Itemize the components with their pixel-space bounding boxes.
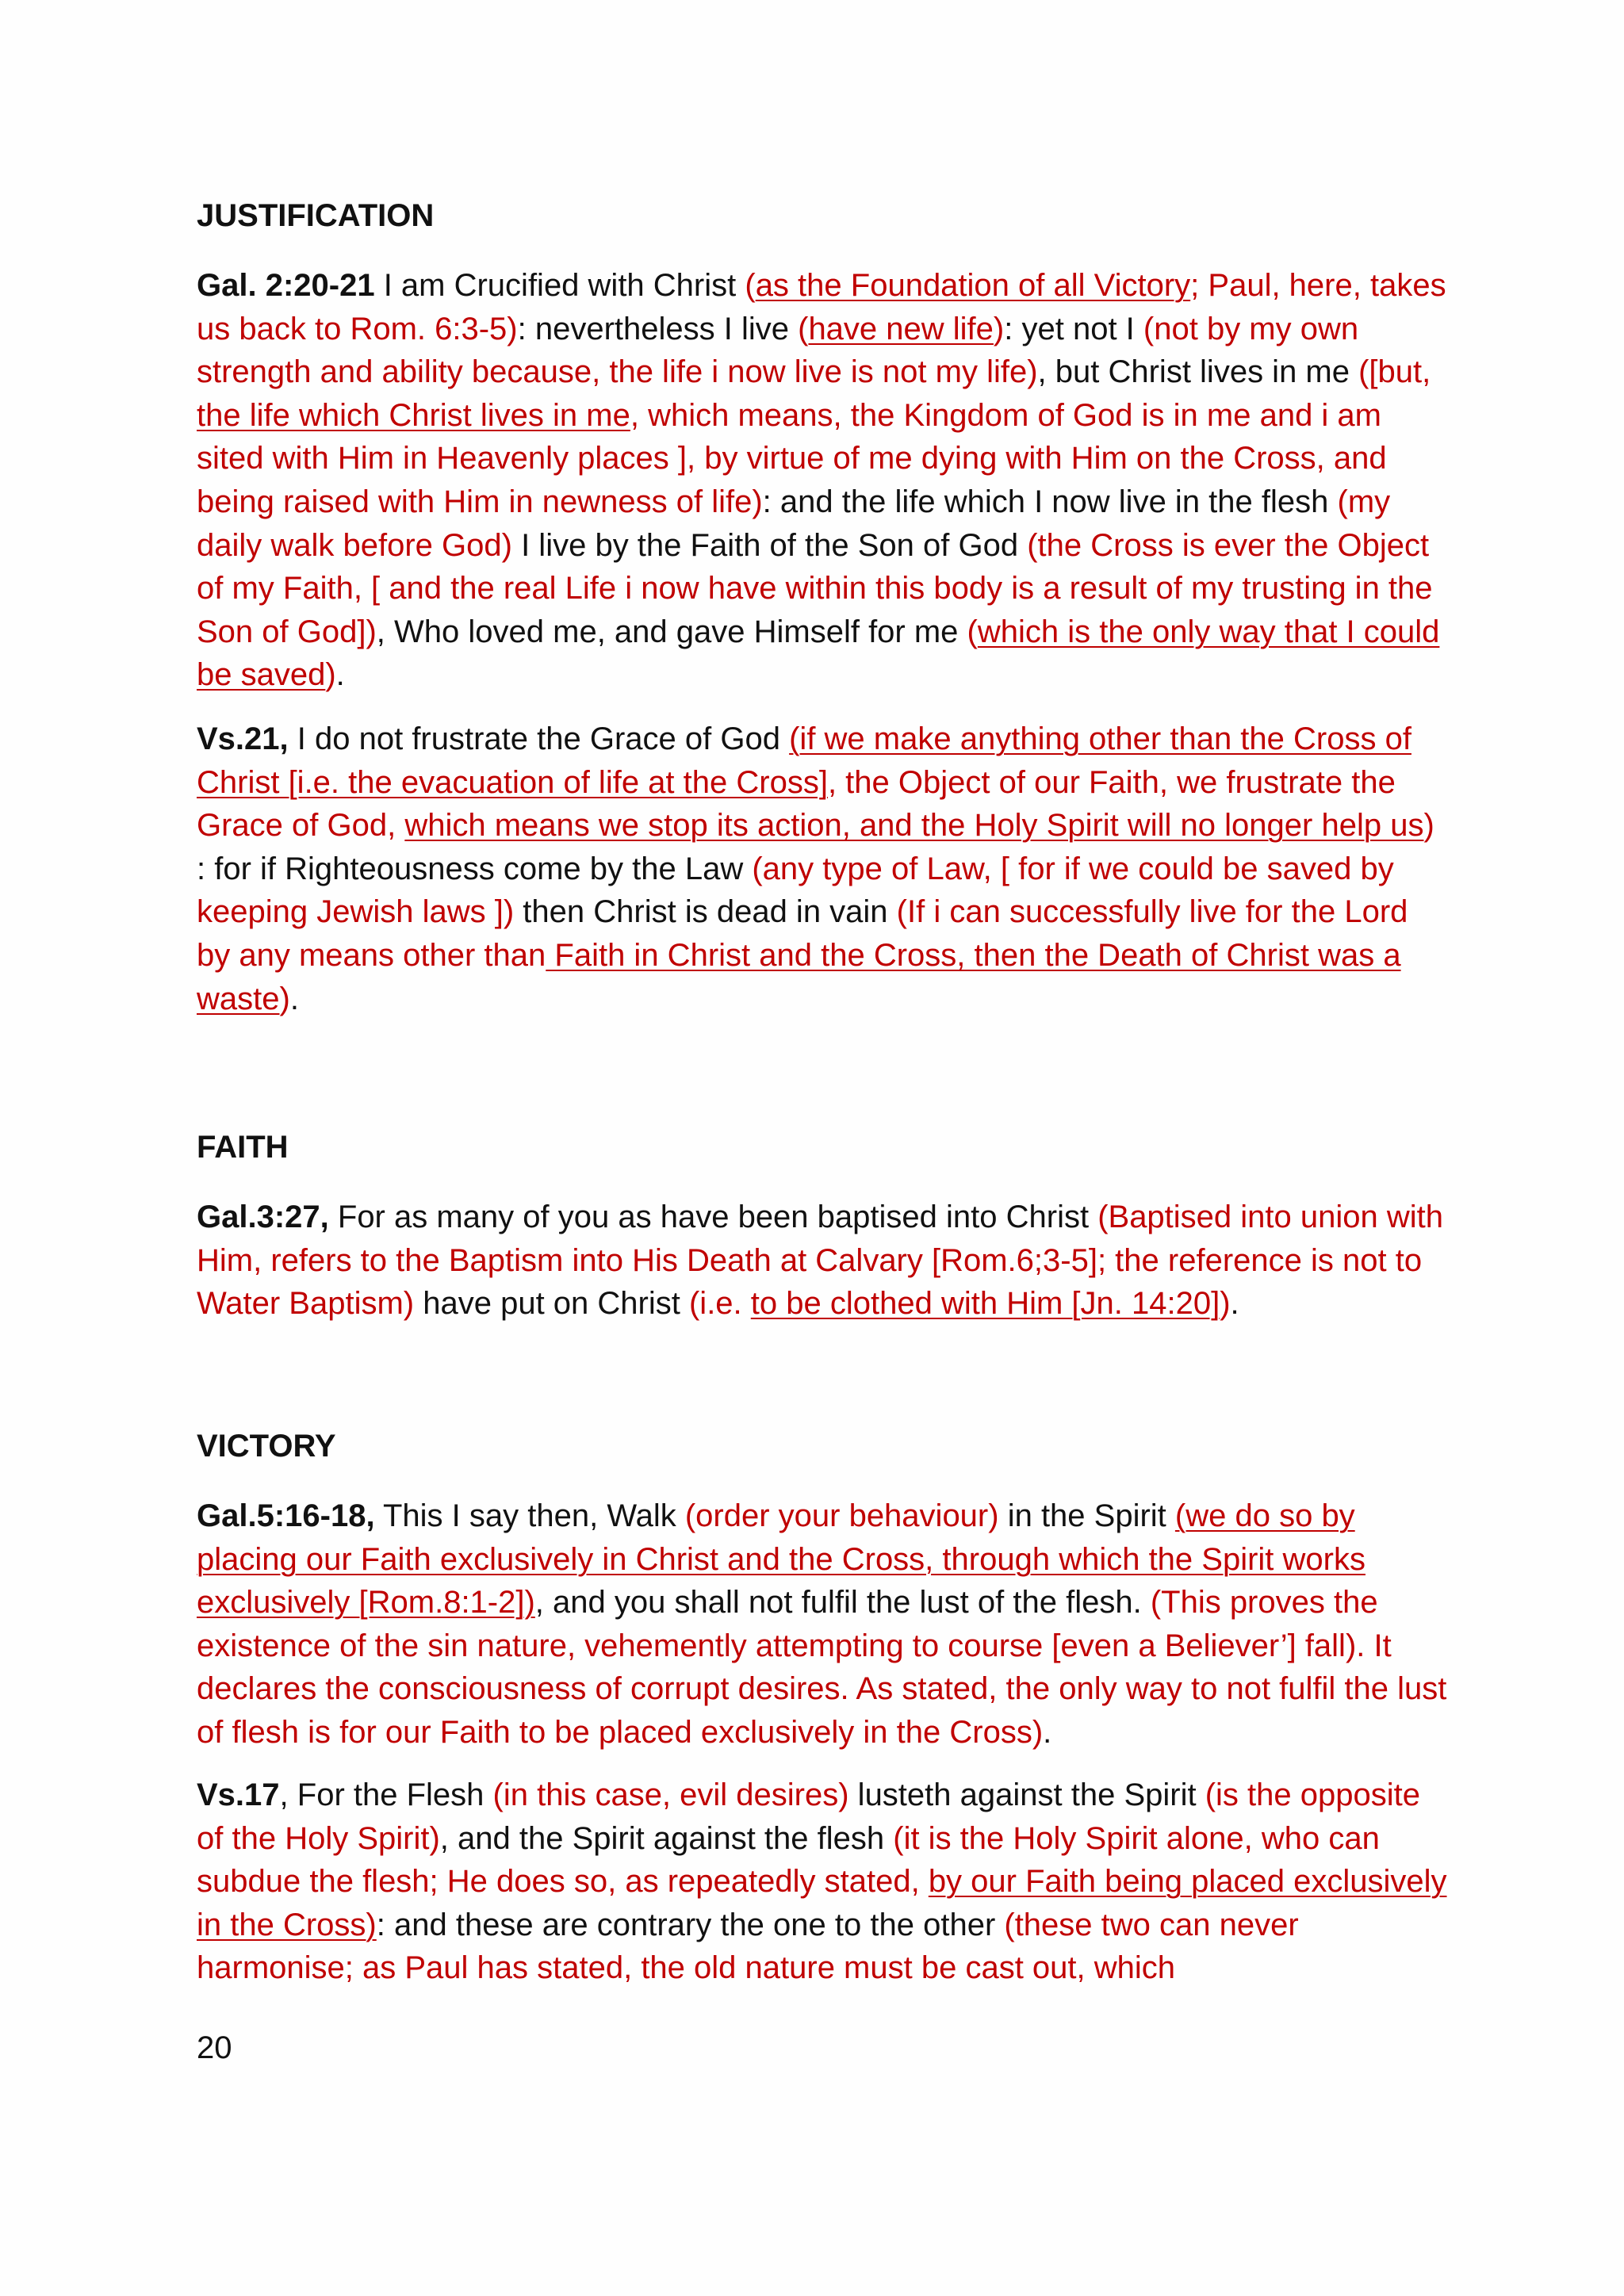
verse-reference: Vs.21,: [197, 721, 289, 756]
verse-reference: Gal. 2:20-21: [197, 268, 375, 303]
annotation-text: (If i can successfully live for the Lord by any means other than: [197, 894, 1408, 973]
scripture-text: then Christ is dead in vain: [514, 894, 897, 930]
annotation-text: which means we stop its action, and the Holy Spirit will no longer help us: [404, 808, 1424, 844]
scripture-text: : yet not I: [1004, 311, 1143, 346]
paragraph-vs-21: [197, 718, 1450, 1020]
scripture-text: For as many of you as have been baptised into Christ: [328, 1200, 1098, 1234]
scripture-text: : nevertheless I live: [517, 311, 799, 346]
scripture-text: I do not frustrate the Grace of God: [288, 721, 790, 756]
page-number: 20: [197, 2030, 232, 2065]
annotation-text: have new life: [808, 311, 994, 346]
scripture-text: : for if Righteousness come by the Law: [197, 851, 753, 886]
annotation-text: (Baptised into union with Him, refers to the Baptism into His Death at Calvary [Rom.6;3-5]; the reference is not to Water Baptism): [197, 1200, 1444, 1322]
section-heading-justification: JUSTIFICATION: [197, 198, 435, 233]
scripture-text: lusteth against the Spirit: [848, 1777, 1205, 1812]
annotation-text: ): [279, 981, 290, 1016]
verse-reference: Vs.17: [197, 1777, 280, 1812]
scripture-text: , and the Spirit against the flesh: [439, 1820, 894, 1856]
scripture-text: , For the Flesh: [279, 1777, 493, 1812]
annotation-text: (: [798, 311, 809, 346]
annotation-text: by our Faith being placed exclusively in the Cross): [197, 1864, 1447, 1942]
annotation-text: (i.e.: [688, 1286, 751, 1322]
annotation-text: (the Cross is ever the Object of my Faith, [ and the real Life i now have within this body is a result of my trusting in the Son of God]): [197, 527, 1433, 649]
scripture-text: in the Spirit: [998, 1498, 1175, 1533]
scripture-text: I live by the Faith of the Son of God: [511, 527, 1028, 563]
scripture-text: .: [1230, 1286, 1239, 1322]
scripture-text: , and you shall not fulfil the lust of the flesh.: [534, 1585, 1151, 1621]
annotation-text: , which means, the Kingdom of God is in me and i am sited with Him in Heavenly places ], by virtue of me dying with Him on the Cross, and being raised with Him in newness of life): [197, 397, 1387, 519]
annotation-text: (if we make anything other than the Cross of Christ [i.e. the evacuation of life at the Cross]: [197, 721, 1411, 800]
annotation-text: (my daily walk before God): [197, 484, 1391, 563]
annotation-text: (these two can never harmonise; as Paul has stated, the old nature must be cast out, which: [197, 1907, 1299, 1986]
scripture-text: , Who loved me, and gave Himself for me: [376, 614, 967, 649]
scripture-text: This I say then, Walk: [374, 1498, 685, 1533]
annotation-text: ): [1423, 808, 1434, 844]
annotation-text: (order your behaviour): [684, 1498, 999, 1533]
annotation-text: as the Foundation of all Victory: [755, 268, 1191, 303]
annotation-text: ; Paul, here, takes us back to Rom. 6:3-5): [197, 268, 1446, 346]
verse-reference: Gal.3:27,: [197, 1200, 329, 1234]
paragraph-gal-3-27: [197, 1196, 1450, 1326]
annotation-text: ): [1220, 1286, 1231, 1322]
annotation-text: (not by my own strength and ability because, the life i now live is not my life): [197, 311, 1359, 390]
section-heading-faith: FAITH: [197, 1130, 289, 1165]
annotation-text: which is the only way that I could be saved: [197, 614, 1440, 693]
annotation-text: (: [967, 614, 978, 649]
annotation-text: (it is the Holy Spirit alone, who can subdue the flesh; He does so, as repeatedly stated,: [197, 1820, 1380, 1900]
scripture-text: : and the life which I now live in the flesh: [762, 484, 1338, 519]
scripture-text: .: [1043, 1714, 1052, 1750]
annotation-text: Faith in Christ and the Cross, then the Death of Christ was a waste: [197, 937, 1401, 1016]
section-heading-victory: VICTORY: [197, 1429, 336, 1464]
scripture-text: : and these are contrary the one to the other: [376, 1907, 1005, 1942]
scripture-text: .: [289, 981, 299, 1016]
annotation-text: ): [993, 311, 1005, 346]
annotation-text: (in this case, evil desires): [492, 1777, 849, 1812]
annotation-text: (is the opposite of the Holy Spirit): [197, 1777, 1420, 1856]
paragraph-gal-5-16: [197, 1494, 1450, 1755]
annotation-text: ([but,: [1358, 354, 1431, 390]
annotation-text: , the Object of our Faith, we frustrate the Grace of God,: [197, 764, 1396, 844]
annotation-text: ): [325, 657, 336, 693]
verse-reference: Gal.5:16-18,: [197, 1498, 375, 1533]
scripture-text: have put on Christ: [414, 1286, 689, 1322]
paragraph-gal-2-20: [197, 264, 1450, 697]
scripture-text: .: [335, 657, 345, 693]
annotation-text: (This proves the existence of the sin nature, vehemently attempting to course [even a Believer’] fall). It declares the consciousness of corrupt desires. As stated, the only way to not fulfil the lust of flesh is for our Faith to be placed exclusively in the Cross): [197, 1585, 1447, 1750]
scripture-text: , but Christ lives in me: [1037, 354, 1359, 390]
annotation-text: (any type of Law, [ for if we could be saved by keeping Jewish laws ]): [197, 851, 1394, 930]
paragraph-vs-17: [197, 1774, 1450, 1990]
scripture-text: I am Crucified with Christ: [374, 268, 745, 303]
annotation-text: to be clothed with Him [Jn. 14:20]: [750, 1286, 1220, 1322]
annotation-text: (we do so by placing our Faith exclusively in Christ and the Cross, through which the Spirit works exclusively [Rom.8:1-2]): [197, 1498, 1365, 1621]
annotation-text: the life which Christ lives in me: [197, 397, 630, 433]
annotation-text: (: [745, 268, 756, 303]
